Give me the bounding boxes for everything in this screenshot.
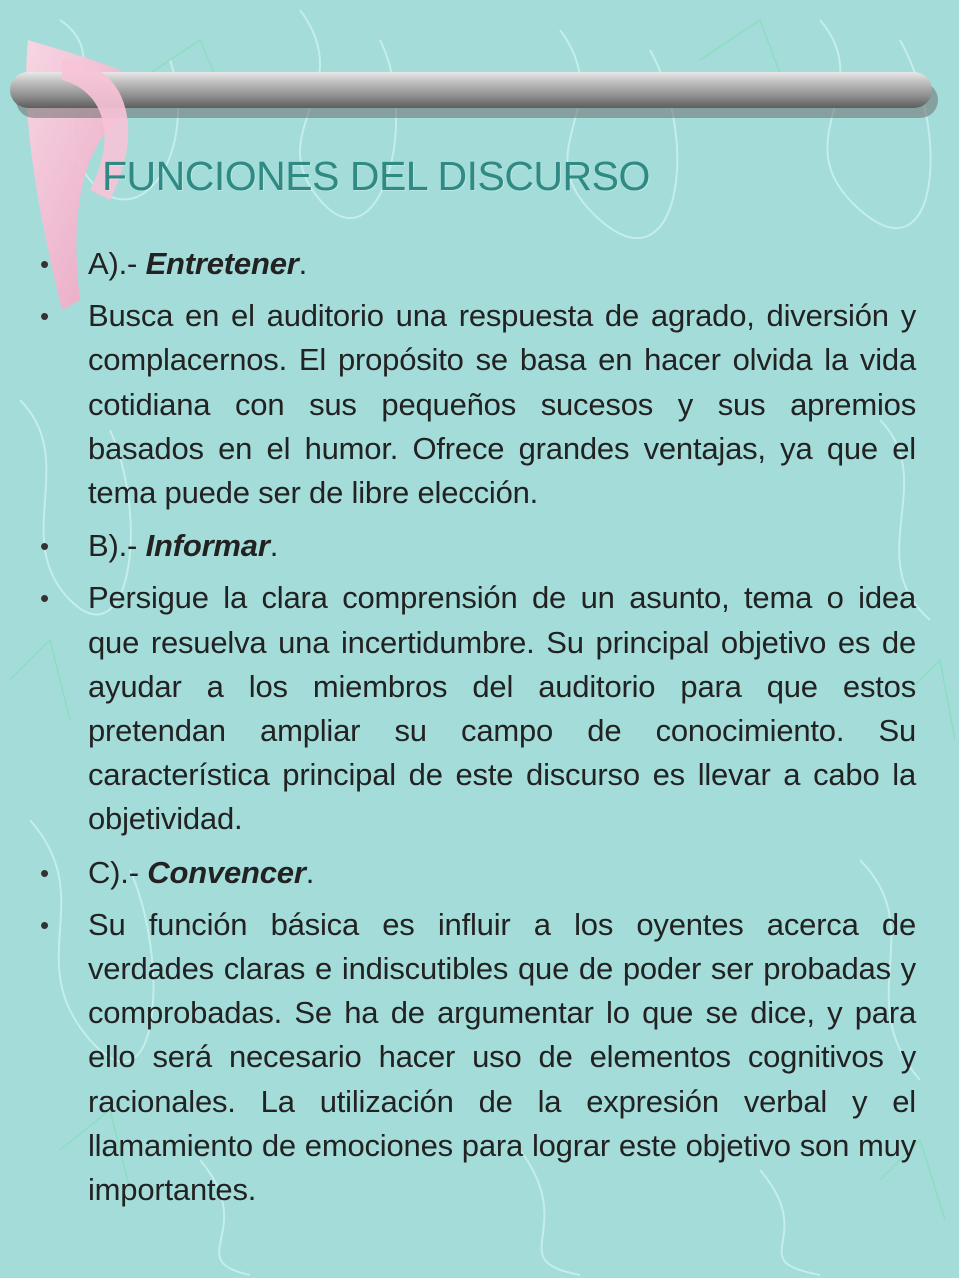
bullet-icon: • [40, 857, 49, 888]
section-a-body [40, 294, 916, 515]
bullet-icon: • [40, 909, 49, 940]
section-a-heading [40, 242, 916, 286]
section-a-prefix: A).- [88, 246, 146, 281]
section-b-body [40, 576, 916, 841]
bullet-icon: • [40, 249, 49, 279]
section-a-keyword: Entretener [145, 246, 299, 281]
section-c-body [40, 903, 916, 1212]
section-c-text: Su función básica es influir a los oyentes acerca de verdades claras e indiscutibles que de poder ser probadas y comprobadas. Se ha de argumentar lo que se dice, y para ello será necesario hacer uso de elementos cognitivos y racionales. La utilización de la expresión verbal y el llamamiento de emociones para lograr este objetivo son muy importantes. [88, 906, 916, 1208]
section-b-text: Persigue la clara comprensión de un asunto, tema o idea que resuelva una incertidumbre. Su principal objetivo es de ayudar a los miembros del auditorio para que estos pretendan ampliar su campo de conocimiento. Su característica principal de este discurso es llevar a cabo la objetividad. [88, 580, 916, 837]
slide-title: FUNCIONES DEL DISCURSO [102, 153, 650, 199]
section-c-heading [40, 851, 916, 895]
section-b-heading [40, 524, 916, 568]
section-a-suffix: . [298, 246, 308, 281]
bullet-icon: • [40, 301, 49, 332]
section-b-prefix: B).- [88, 528, 146, 564]
section-c-suffix: . [305, 854, 315, 890]
section-a-text: Busca en el auditorio una respuesta de agrado, diversión y complacernos. El propósito se basa en hacer olvida la vida cotidiana con sus pequeños sucesos y sus apremios basados en el humor. Ofrece grandes ventajas, ya que el tema puede ser de libre elección. [88, 298, 916, 511]
section-b-keyword: Informar [145, 528, 270, 564]
bullet-list [40, 242, 916, 1221]
section-b-suffix: . [269, 528, 279, 564]
bullet-icon: • [40, 583, 49, 614]
section-c-prefix: C).- [88, 854, 148, 890]
bullet-icon: • [40, 531, 49, 562]
section-c-keyword: Convencer [147, 854, 306, 890]
